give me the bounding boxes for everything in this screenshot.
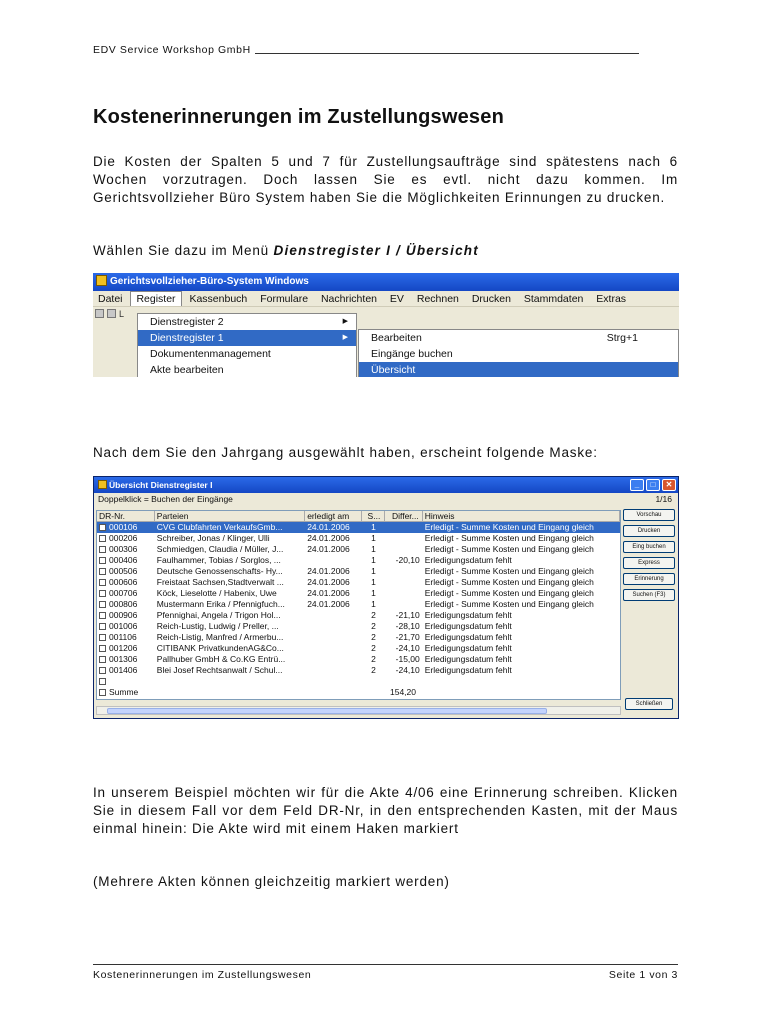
- cell-hinweis: Erledigt - Summe Kosten und Eingang gleich: [424, 544, 594, 554]
- sum-label: Summe: [109, 687, 139, 697]
- cell-s: 1: [371, 533, 376, 543]
- page-title: Kostenerinnerungen im Zustellungswesen: [93, 106, 504, 128]
- menu-item-dienstregister-1[interactable]: Dienstregister 1 ▶: [138, 330, 356, 346]
- submenu-arrow-icon: ▶: [342, 318, 348, 325]
- page-header: [93, 44, 678, 56]
- page-number: Seite 1 von 3: [608, 969, 678, 981]
- cell-s: 1: [371, 544, 376, 554]
- cell-s: 2: [371, 643, 376, 653]
- cell-s: 1: [371, 555, 376, 565]
- intro-paragraph: Die Kosten der Spalten 5 und 7 für Zustellungsaufträge sind spätestens nach 6 Wochen vorzutragen. Doch lassen Sie es evtl. nicht dazu kommen. Im Gerichtsvollzieher Büro System haben Sie die Möglichkeiten Erinnungen zu drucken.: [93, 154, 678, 205]
- dr-nr-value: 001006: [109, 621, 138, 631]
- eing-buchen-button[interactable]: Eing buchen: [623, 541, 675, 553]
- cell-hinweis: Erledigt - Summe Kosten und Eingang gleich: [424, 566, 594, 576]
- cell-erledigt-am: 24.01.2006: [305, 522, 362, 533]
- cell-dr-nr: [97, 643, 155, 654]
- cell-dr-nr: [97, 533, 155, 544]
- cell-differenz: -15,00: [395, 654, 420, 664]
- app-title: Gerichtsvollzieher-Büro-System Windows: [110, 276, 309, 287]
- cell-dr-nr: [97, 665, 155, 676]
- mask-paragraph: Nach dem Sie den Jahrgang ausgewählt haben, erscheint folgende Maske:: [93, 445, 598, 460]
- cell-differenz: -24,10: [395, 665, 420, 675]
- menu-item-dienstregister-2[interactable]: Dienstregister 2 ▶: [150, 316, 348, 328]
- cell-erledigt-am: [305, 610, 362, 621]
- vorschau-button[interactable]: Vorschau: [623, 509, 675, 521]
- overview-window: [93, 476, 679, 719]
- cell-parteien: Schreiber, Jonas / Klinger, Ulli: [156, 533, 270, 543]
- table-row[interactable]: [97, 566, 620, 577]
- row-checkbox[interactable]: [99, 546, 106, 553]
- cell-differenz: -20,10: [395, 555, 420, 565]
- dr-nr-value: 001206: [109, 643, 138, 653]
- cell-s: 2: [371, 654, 376, 664]
- dr-nr-value: 000906: [109, 610, 138, 620]
- submenu-arrow-icon: ▶: [342, 334, 348, 341]
- company-name: EDV Service Workshop GmbH: [93, 44, 251, 56]
- row-checkbox[interactable]: [99, 634, 106, 641]
- example-paragraph: In unserem Beispiel möchten wir für die Akte 4/06 eine Erinnerung schreiben. Klicken Sie in diesem Fall vor dem Feld DR-Nr, in den entsprechenden Kasten, mit der Maus einmal hinein: Die Akte wird mit einem Haken markiert: [93, 785, 678, 836]
- cell-erledigt-am: 24.01.2006: [307, 533, 350, 543]
- table-row[interactable]: [97, 643, 620, 654]
- menu-item-eingaenge-buchen[interactable]: Eingänge buchen: [371, 348, 453, 360]
- menu-stammdaten[interactable]: Stammdaten: [523, 293, 584, 305]
- cell-dr-nr: [97, 599, 155, 610]
- dr-nr-value: 000406: [109, 555, 138, 565]
- col-hinweis[interactable]: Hinweis: [423, 511, 620, 521]
- cell-hinweis: Erledigt - Summe Kosten und Eingang gleich: [424, 577, 594, 587]
- cell-erledigt-am: 24.01.2006: [307, 599, 350, 609]
- cell-dr-nr: [97, 588, 155, 599]
- table-row[interactable]: [97, 555, 620, 566]
- app-titlebar: [93, 273, 679, 291]
- cell-dr-nr: [97, 621, 155, 632]
- cell-parteien: Pfennighai, Angela / Trigon Hol...: [156, 610, 281, 620]
- cell-differenz: [385, 588, 423, 599]
- dr-nr-value: 001306: [109, 654, 138, 664]
- menu-item-akte-bearbeiten[interactable]: Akte bearbeiten: [150, 364, 224, 376]
- cell-s: 2: [371, 621, 376, 631]
- col-s[interactable]: S...: [362, 511, 385, 521]
- maximize-icon[interactable]: □: [646, 479, 660, 491]
- window-titlebar: [94, 477, 678, 493]
- menu-item-bearbeiten[interactable]: Bearbeiten Strg+1: [371, 332, 638, 344]
- menu-datei[interactable]: Datei: [98, 293, 123, 305]
- row-checkbox[interactable]: [99, 678, 106, 685]
- table-row[interactable]: [97, 544, 620, 555]
- menu-register[interactable]: Register: [130, 291, 181, 306]
- cell-erledigt-am: 24.01.2006: [307, 577, 350, 587]
- cell-differenz: -28,10: [395, 621, 420, 631]
- cell-s: 2: [371, 665, 376, 675]
- toolbar-text: L: [119, 309, 125, 319]
- menubar: [93, 291, 679, 307]
- menu-instruction: [93, 242, 678, 260]
- table-row[interactable]: [97, 621, 620, 632]
- row-checkbox[interactable]: [99, 601, 106, 608]
- horizontal-scrollbar[interactable]: [96, 706, 621, 715]
- row-checkbox[interactable]: [99, 623, 106, 630]
- erinnerung-button[interactable]: Erinnerung: [623, 573, 675, 585]
- register-dropdown: [137, 313, 357, 377]
- cell-parteien: Faulhammer, Tobias / Sorglos, ...: [156, 555, 281, 565]
- col-parteien[interactable]: Parteien: [155, 511, 305, 521]
- menu-extras[interactable]: Extras: [596, 293, 627, 305]
- table-row[interactable]: [97, 588, 620, 599]
- cell-s: 2: [371, 610, 376, 620]
- header-rule: [255, 53, 639, 54]
- cell-differenz: [385, 566, 423, 577]
- cell-s: 1: [371, 566, 376, 576]
- suchen-button[interactable]: Suchen (F3): [623, 589, 675, 601]
- menu-item-dokumentenmanagement[interactable]: Dokumentenmanagement: [150, 348, 271, 360]
- cell-erledigt-am: 24.01.2006: [307, 544, 350, 554]
- cell-differenz: -21,10: [395, 610, 420, 620]
- dr-nr-value: 000206: [109, 533, 138, 543]
- menu-rechnen[interactable]: Rechnen: [416, 293, 459, 305]
- cell-hinweis: Erledigt - Summe Kosten und Eingang gleich: [424, 533, 594, 543]
- cell-dr-nr: [97, 566, 155, 577]
- window-title: Übersicht Dienstregister I: [109, 480, 213, 490]
- cell-parteien: CITIBANK PrivatkundenAG&Co...: [156, 643, 284, 653]
- col-dr-nr[interactable]: DR-Nr.: [97, 511, 155, 521]
- cell-erledigt-am: 24.01.2006: [307, 566, 350, 576]
- cell-parteien: CVG Clubfahrten VerkaufsGmb...: [155, 522, 305, 533]
- cell-differenz: [385, 599, 423, 610]
- table-row[interactable]: [97, 654, 620, 665]
- row-checkbox[interactable]: [99, 689, 106, 696]
- cell-parteien: Reich-Listig, Manfred / Armerbu...: [156, 632, 284, 642]
- cell-erledigt-am: [305, 621, 362, 632]
- menu-formulare[interactable]: Formulare: [260, 293, 309, 305]
- menu-screenshot: [93, 273, 679, 377]
- row-checkbox[interactable]: [99, 656, 106, 663]
- menu-ev[interactable]: EV: [389, 293, 404, 305]
- cell-erledigt-am: [305, 654, 362, 665]
- cell-parteien: Deutsche Genossenschafts- Hy...: [156, 566, 283, 576]
- dr-nr-value: 000806: [109, 599, 138, 609]
- table-row[interactable]: [97, 632, 620, 643]
- cell-parteien: Blei Josef Rechtsanwalt / Schul...: [156, 665, 283, 675]
- toolbar-tool-icon[interactable]: [107, 309, 116, 318]
- cell-erledigt-am: [305, 632, 362, 643]
- register-table: [96, 510, 621, 700]
- footer-title: Kostenerinnerungen im Zustellungswesen: [93, 969, 312, 981]
- dr-nr-value: 000106: [109, 522, 138, 532]
- dr-nr-value: 001106: [109, 632, 137, 642]
- express-button[interactable]: Express: [623, 557, 675, 569]
- row-checkbox[interactable]: [99, 612, 106, 619]
- cell-differenz: -24,10: [395, 643, 420, 653]
- dr-nr-value: 001406: [109, 665, 138, 675]
- cell-parteien: Mustermann Erika / Pfennigfuch...: [156, 599, 285, 609]
- sum-value: 154,20: [390, 687, 416, 697]
- row-checkbox[interactable]: [99, 590, 106, 597]
- table-row[interactable]: [97, 665, 620, 676]
- cell-parteien: Schmiedgen, Claudia / Müller, J...: [156, 544, 284, 554]
- page-footer: [93, 969, 678, 981]
- cell-s: 1: [371, 599, 376, 609]
- dr-nr-value: 000606: [109, 577, 138, 587]
- row-checkbox[interactable]: [99, 568, 106, 575]
- menu-path: Dienstregister I / Übersicht: [273, 243, 479, 258]
- app-icon: [96, 275, 107, 286]
- row-checkbox[interactable]: [99, 579, 106, 586]
- table-row[interactable]: [97, 522, 620, 533]
- cell-differenz: [385, 544, 423, 555]
- action-buttons: [623, 509, 675, 605]
- cell-parteien: Freistaat Sachsen,Stadtverwalt ...: [156, 577, 284, 587]
- cell-hinweis: Erledigungsdatum fehlt: [424, 555, 512, 565]
- cell-dr-nr: [97, 577, 155, 588]
- dr-nr-value: 000706: [109, 588, 138, 598]
- cell-s: 2: [371, 632, 376, 642]
- menu-kassenbuch[interactable]: Kassenbuch: [189, 293, 248, 305]
- cell-erledigt-am: [305, 555, 362, 566]
- footer-rule: [93, 964, 678, 965]
- doubleclick-hint: Doppelklick = Buchen der Eingänge: [98, 494, 233, 504]
- menu-item-uebersicht[interactable]: Übersicht: [359, 362, 678, 377]
- minimize-icon[interactable]: _: [630, 479, 644, 491]
- cell-parteien: Köck, Lieselotte / Habenix, Uwe: [156, 588, 277, 598]
- table-row[interactable]: [97, 610, 620, 621]
- row-checkbox[interactable]: [99, 557, 106, 564]
- cell-dr-nr: [97, 654, 155, 665]
- cell-hinweis: Erledigt - Summe Kosten und Eingang gleich: [424, 588, 594, 598]
- dr-nr-value: 000506: [109, 566, 138, 576]
- cell-s: 1: [371, 588, 376, 598]
- cell-parteien: Reich-Lustig, Ludwig / Preller, ...: [156, 621, 279, 631]
- close-icon[interactable]: ✕: [662, 479, 676, 491]
- window-icon: [98, 480, 107, 489]
- cell-differenz: [385, 533, 423, 544]
- cell-dr-nr: [97, 632, 155, 643]
- cell-hinweis: Erledigt - Summe Kosten und Eingang gleich: [424, 599, 594, 609]
- cell-hinweis: Erledigungsdatum fehlt: [424, 621, 512, 631]
- cell-s: 1: [371, 577, 376, 587]
- cell-dr-nr: [97, 610, 155, 621]
- table-header: [97, 511, 620, 522]
- cell-hinweis: Erledigt - Summe Kosten und Eingang gleich: [423, 522, 620, 533]
- window-info-bar: [94, 493, 678, 506]
- page-counter: 1/16: [655, 494, 672, 504]
- cell-hinweis: Erledigungsdatum fehlt: [424, 654, 512, 664]
- cell-erledigt-am: 24.01.2006: [307, 588, 350, 598]
- row-checkbox[interactable]: [99, 645, 106, 652]
- row-checkbox[interactable]: [99, 524, 106, 531]
- cell-erledigt-am: [305, 665, 362, 676]
- table-row-empty[interactable]: [97, 676, 620, 687]
- cell-differenz: [385, 577, 423, 588]
- cell-parteien: Pallhuber GmbH & Co.KG Entrü...: [156, 654, 286, 664]
- drucken-button[interactable]: Drucken: [623, 525, 675, 537]
- cell-dr-nr: [97, 544, 155, 555]
- cell-differenz: [385, 522, 423, 533]
- row-checkbox[interactable]: [99, 667, 106, 674]
- scrollbar-thumb[interactable]: [107, 708, 547, 714]
- cell-hinweis: Erledigungsdatum fehlt: [424, 632, 512, 642]
- note-paragraph: (Mehrere Akten können gleichzeitig markiert werden): [93, 874, 450, 889]
- schliessen-button[interactable]: Schließen: [625, 698, 673, 710]
- table-row[interactable]: [97, 599, 620, 610]
- cell-differenz: -21,70: [395, 632, 420, 642]
- col-erledigt-am[interactable]: erledigt am: [305, 511, 362, 521]
- cell-hinweis: Erledigungsdatum fehlt: [424, 665, 512, 675]
- dienstregister-1-submenu: [358, 329, 679, 377]
- table-row[interactable]: [97, 577, 620, 588]
- dr-nr-value: 000306: [109, 544, 138, 554]
- row-checkbox[interactable]: [99, 535, 106, 542]
- toolbar-pin-icon[interactable]: [95, 309, 104, 318]
- cell-hinweis: Erledigungsdatum fehlt: [424, 643, 512, 653]
- cell-dr-nr: [97, 522, 155, 533]
- table-sum-row: [97, 687, 620, 698]
- table-row[interactable]: [97, 533, 620, 544]
- shortcut-label: Strg+1: [606, 332, 638, 344]
- cell-s: 1: [362, 522, 385, 533]
- cell-erledigt-am: [305, 643, 362, 654]
- cell-hinweis: Erledigungsdatum fehlt: [424, 610, 512, 620]
- menu-drucken[interactable]: Drucken: [471, 293, 511, 305]
- menu-nachrichten[interactable]: Nachrichten: [320, 293, 377, 305]
- menu-instruction-prefix: Wählen Sie dazu im Menü: [93, 243, 274, 258]
- col-differenz[interactable]: Differ...: [385, 511, 423, 521]
- cell-dr-nr: [97, 555, 155, 566]
